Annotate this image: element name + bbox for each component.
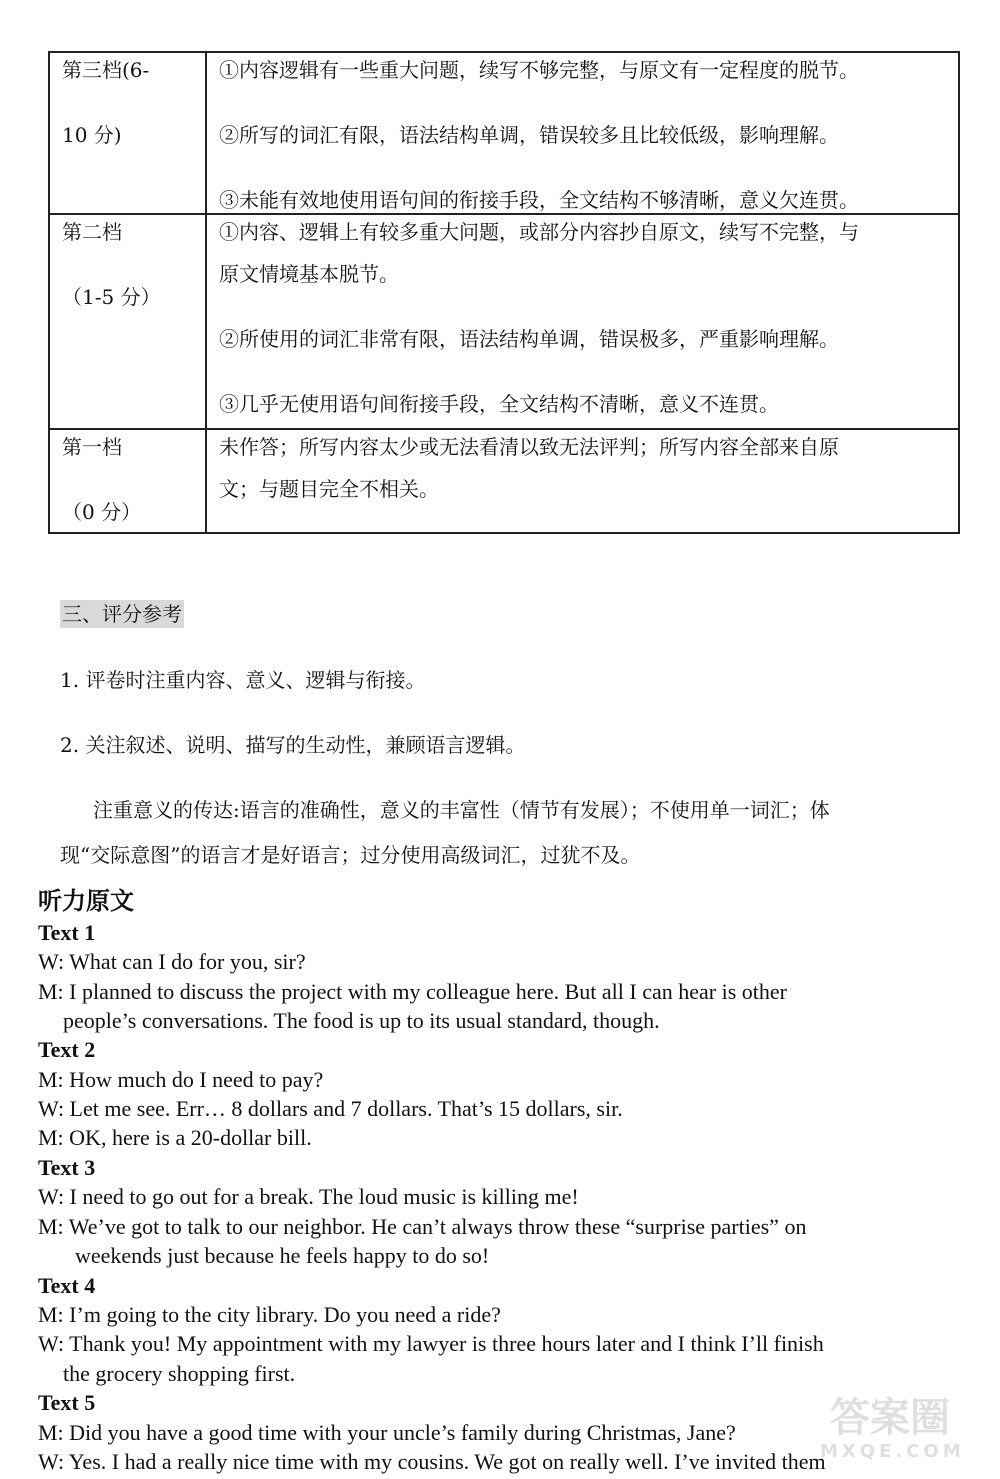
watermark-logo <box>820 1395 965 1473</box>
criteria-line: ③未能有效地使用语句间的衔接手段，全文结构不够清晰，意义欠连贯。 <box>219 188 859 212</box>
dialogue-line: M: OK, here is a 20-dollar bill. <box>38 1125 312 1150</box>
text-title: Text 4 <box>38 1273 96 1298</box>
criteria-line: ①内容、逻辑上有较多重大问题，或部分内容抄自原文，续写不完整，与 <box>219 220 859 244</box>
grade-cell <box>49 429 206 533</box>
dialogue-line: M: I’m going to the city library. Do you need a ride? <box>38 1302 501 1327</box>
dialogue-line: W: What can I do for you, sir? <box>38 949 306 974</box>
grade-score: （0 分） <box>62 500 142 524</box>
scoring-note-line: 注重意义的传达:语言的准确性，意义的丰富性（情节有发展）；不使用单一词汇；体 <box>93 798 830 822</box>
dialogue-line: weekends just because he feels happy to do so! <box>75 1243 490 1268</box>
grade-cell <box>49 214 206 429</box>
criteria-line: ②所写的词汇有限，语法结构单调，错误较多且比较低级，影响理解。 <box>219 123 839 147</box>
grade-label: 第二档 <box>62 220 122 244</box>
text-title: Text 5 <box>38 1390 96 1415</box>
grade-cell <box>49 52 206 214</box>
grade-score: 10 分) <box>62 123 122 147</box>
watermark-text-cn: 答案圈 <box>830 1395 950 1441</box>
rubric-table <box>48 51 960 534</box>
grade-label: 第一档 <box>62 435 122 459</box>
dialogue-line: M: I planned to discuss the project with my colleague here. But all I can hear is other <box>38 979 787 1004</box>
criteria-line: 文；与题目完全不相关。 <box>219 477 439 501</box>
dialogue-line: M: We’ve got to talk to our neighbor. He can’t always throw these “surprise parties” on <box>38 1214 807 1239</box>
rubric-row-grade2 <box>49 214 959 429</box>
text-title: Text 1 <box>38 920 96 945</box>
section-title-scoring-reference: 三、评分参考 <box>62 602 182 626</box>
criteria-line: ②所使用的词汇非常有限，语法结构单调，错误极多，严重影响理解。 <box>219 327 839 351</box>
criteria-line: 原文情境基本脱节。 <box>219 262 399 286</box>
watermark-text-en: MXQE.COM <box>820 1441 965 1462</box>
rubric-row-grade3 <box>49 52 959 214</box>
dialogue-line: W: Yes. I had a really nice time with my cousins. We got on really well. I’ve invited them <box>38 1449 826 1474</box>
dialogue-line: W: Let me see. Err… 8 dollars and 7 dollars. That’s 15 dollars, sir. <box>38 1096 623 1121</box>
rubric-row-grade1 <box>49 429 959 533</box>
grade-label: 第三档(6- <box>62 58 150 82</box>
dialogue-line: W: Thank you! My appointment with my lawyer is three hours later and I think I’ll finish <box>38 1331 824 1356</box>
criteria-line: ③几乎无使用语句间衔接手段，全文结构不清晰，意义不连贯。 <box>219 392 779 416</box>
criteria-cell <box>206 52 959 214</box>
scoring-item: 2. 关注叙述、说明、描写的生动性，兼顾语言逻辑。 <box>60 733 526 757</box>
dialogue-line: M: Did you have a good time with your uncle’s family during Christmas, Jane? <box>38 1420 736 1445</box>
dialogue-line: people’s conversations. The food is up to its usual standard, though. <box>63 1008 660 1033</box>
dialogue-line: M: How much do I need to pay? <box>38 1067 324 1092</box>
dialogue-line: W: I need to go out for a break. The loud music is killing me! <box>38 1184 579 1209</box>
criteria-line: ①内容逻辑有一些重大问题，续写不够完整，与原文有一定程度的脱节。 <box>219 58 859 82</box>
text-title: Text 2 <box>38 1037 96 1062</box>
listening-transcript-title: 听力原文 <box>38 887 134 915</box>
criteria-cell <box>206 429 959 533</box>
scoring-item: 1. 评卷时注重内容、意义、逻辑与衔接。 <box>60 668 426 692</box>
text-title: Text 3 <box>38 1155 96 1180</box>
criteria-line: 未作答；所写内容太少或无法看清以致无法评判；所写内容全部来自原 <box>219 435 839 459</box>
scoring-note-line: 现“交际意图”的语言才是好语言；过分使用高级词汇，过犹不及。 <box>60 843 641 867</box>
criteria-cell <box>206 214 959 429</box>
grade-score: （1-5 分） <box>62 285 161 309</box>
dialogue-line: the grocery shopping first. <box>63 1361 296 1386</box>
